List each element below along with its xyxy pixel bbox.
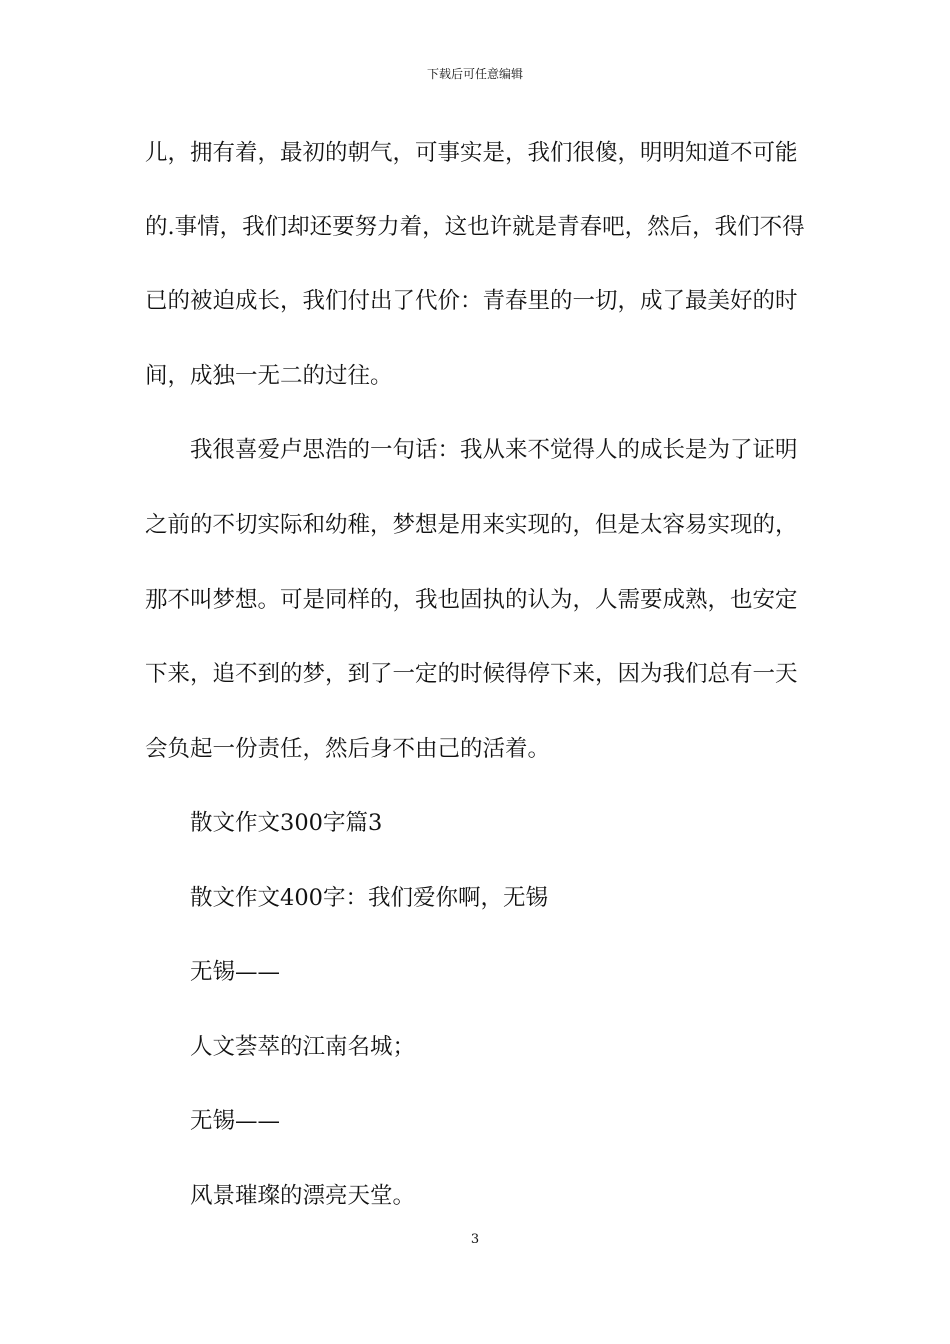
text-line: 我很喜爱卢思浩的一句话：我从来不觉得人的成长是为了证明 [190,437,798,463]
text-line: 之前的不切实际和幼稚，梦想是用来实现的，但是太容易实现的， [145,512,798,538]
text-line: 下来，追不到的梦，到了一定的时候得停下来，因为我们总有一天 [145,661,798,687]
text-line: 儿，拥有着，最初的朝气，可事实是，我们很傻，明明知道不可能 [145,140,798,166]
text-line: 间，成独一无二的过往。 [145,363,393,389]
text-line: 无锡—— [190,959,281,985]
text-line: 会负起一份责任，然后身不由己的活着。 [145,736,551,762]
text-line: 的.事情，我们却还要努力着，这也许就是青春吧，然后，我们不得 [145,214,805,240]
page-header: 下载后可任意编辑 [426,67,523,81]
text-line: 无锡—— [190,1108,281,1134]
text-line: 那不叫梦想。可是同样的，我也固执的认为，人需要成熟，也安定 [145,587,798,613]
section-heading: 散文作文300字篇3 [190,810,383,836]
text-line: 人文荟萃的江南名城； [190,1034,416,1060]
text-line: 风景璀璨的漂亮天堂。 [190,1183,416,1209]
page-number: 3 [470,1232,480,1247]
essay-title: 散文作文400字：我们爱你啊，无锡 [190,885,548,911]
text-line: 已的被迫成长，我们付出了代价：青春里的一切，成了最美好的时 [145,288,798,314]
